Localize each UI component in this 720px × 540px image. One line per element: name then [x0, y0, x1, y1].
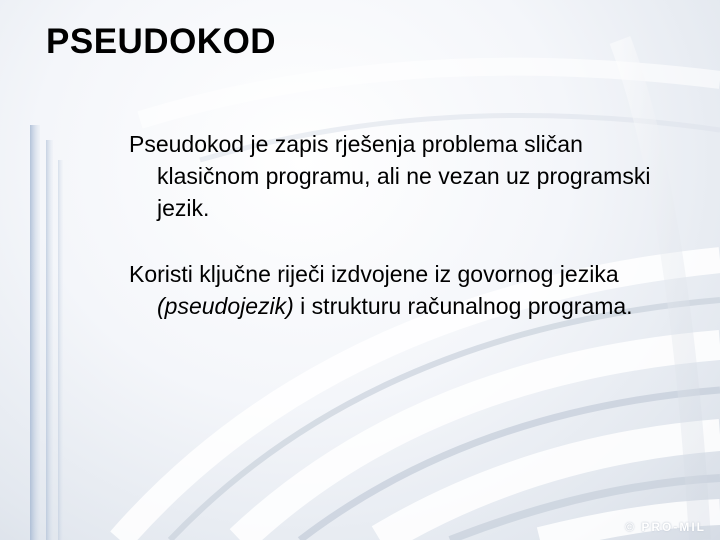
usage-text-end: i strukturu računalnog programa.: [293, 293, 633, 319]
definition-text: je zapis rješenja problema sličan klasičnom programu, ali ne vezan uz programski jezik.: [157, 131, 651, 221]
slide-body: [129, 128, 669, 356]
usage-text-start: Koristi ključne riječi izdvojene iz govornog jezika: [129, 261, 619, 287]
paragraph-usage: [129, 258, 669, 322]
term-pseudokod: Pseudokod: [129, 131, 245, 157]
paragraph-definition: [129, 128, 669, 224]
copyright-watermark: © PRO-MIL: [625, 520, 706, 534]
usage-italic-term: (pseudojezik): [157, 293, 294, 319]
slide-title: PSEUDOKOD: [46, 22, 277, 61]
